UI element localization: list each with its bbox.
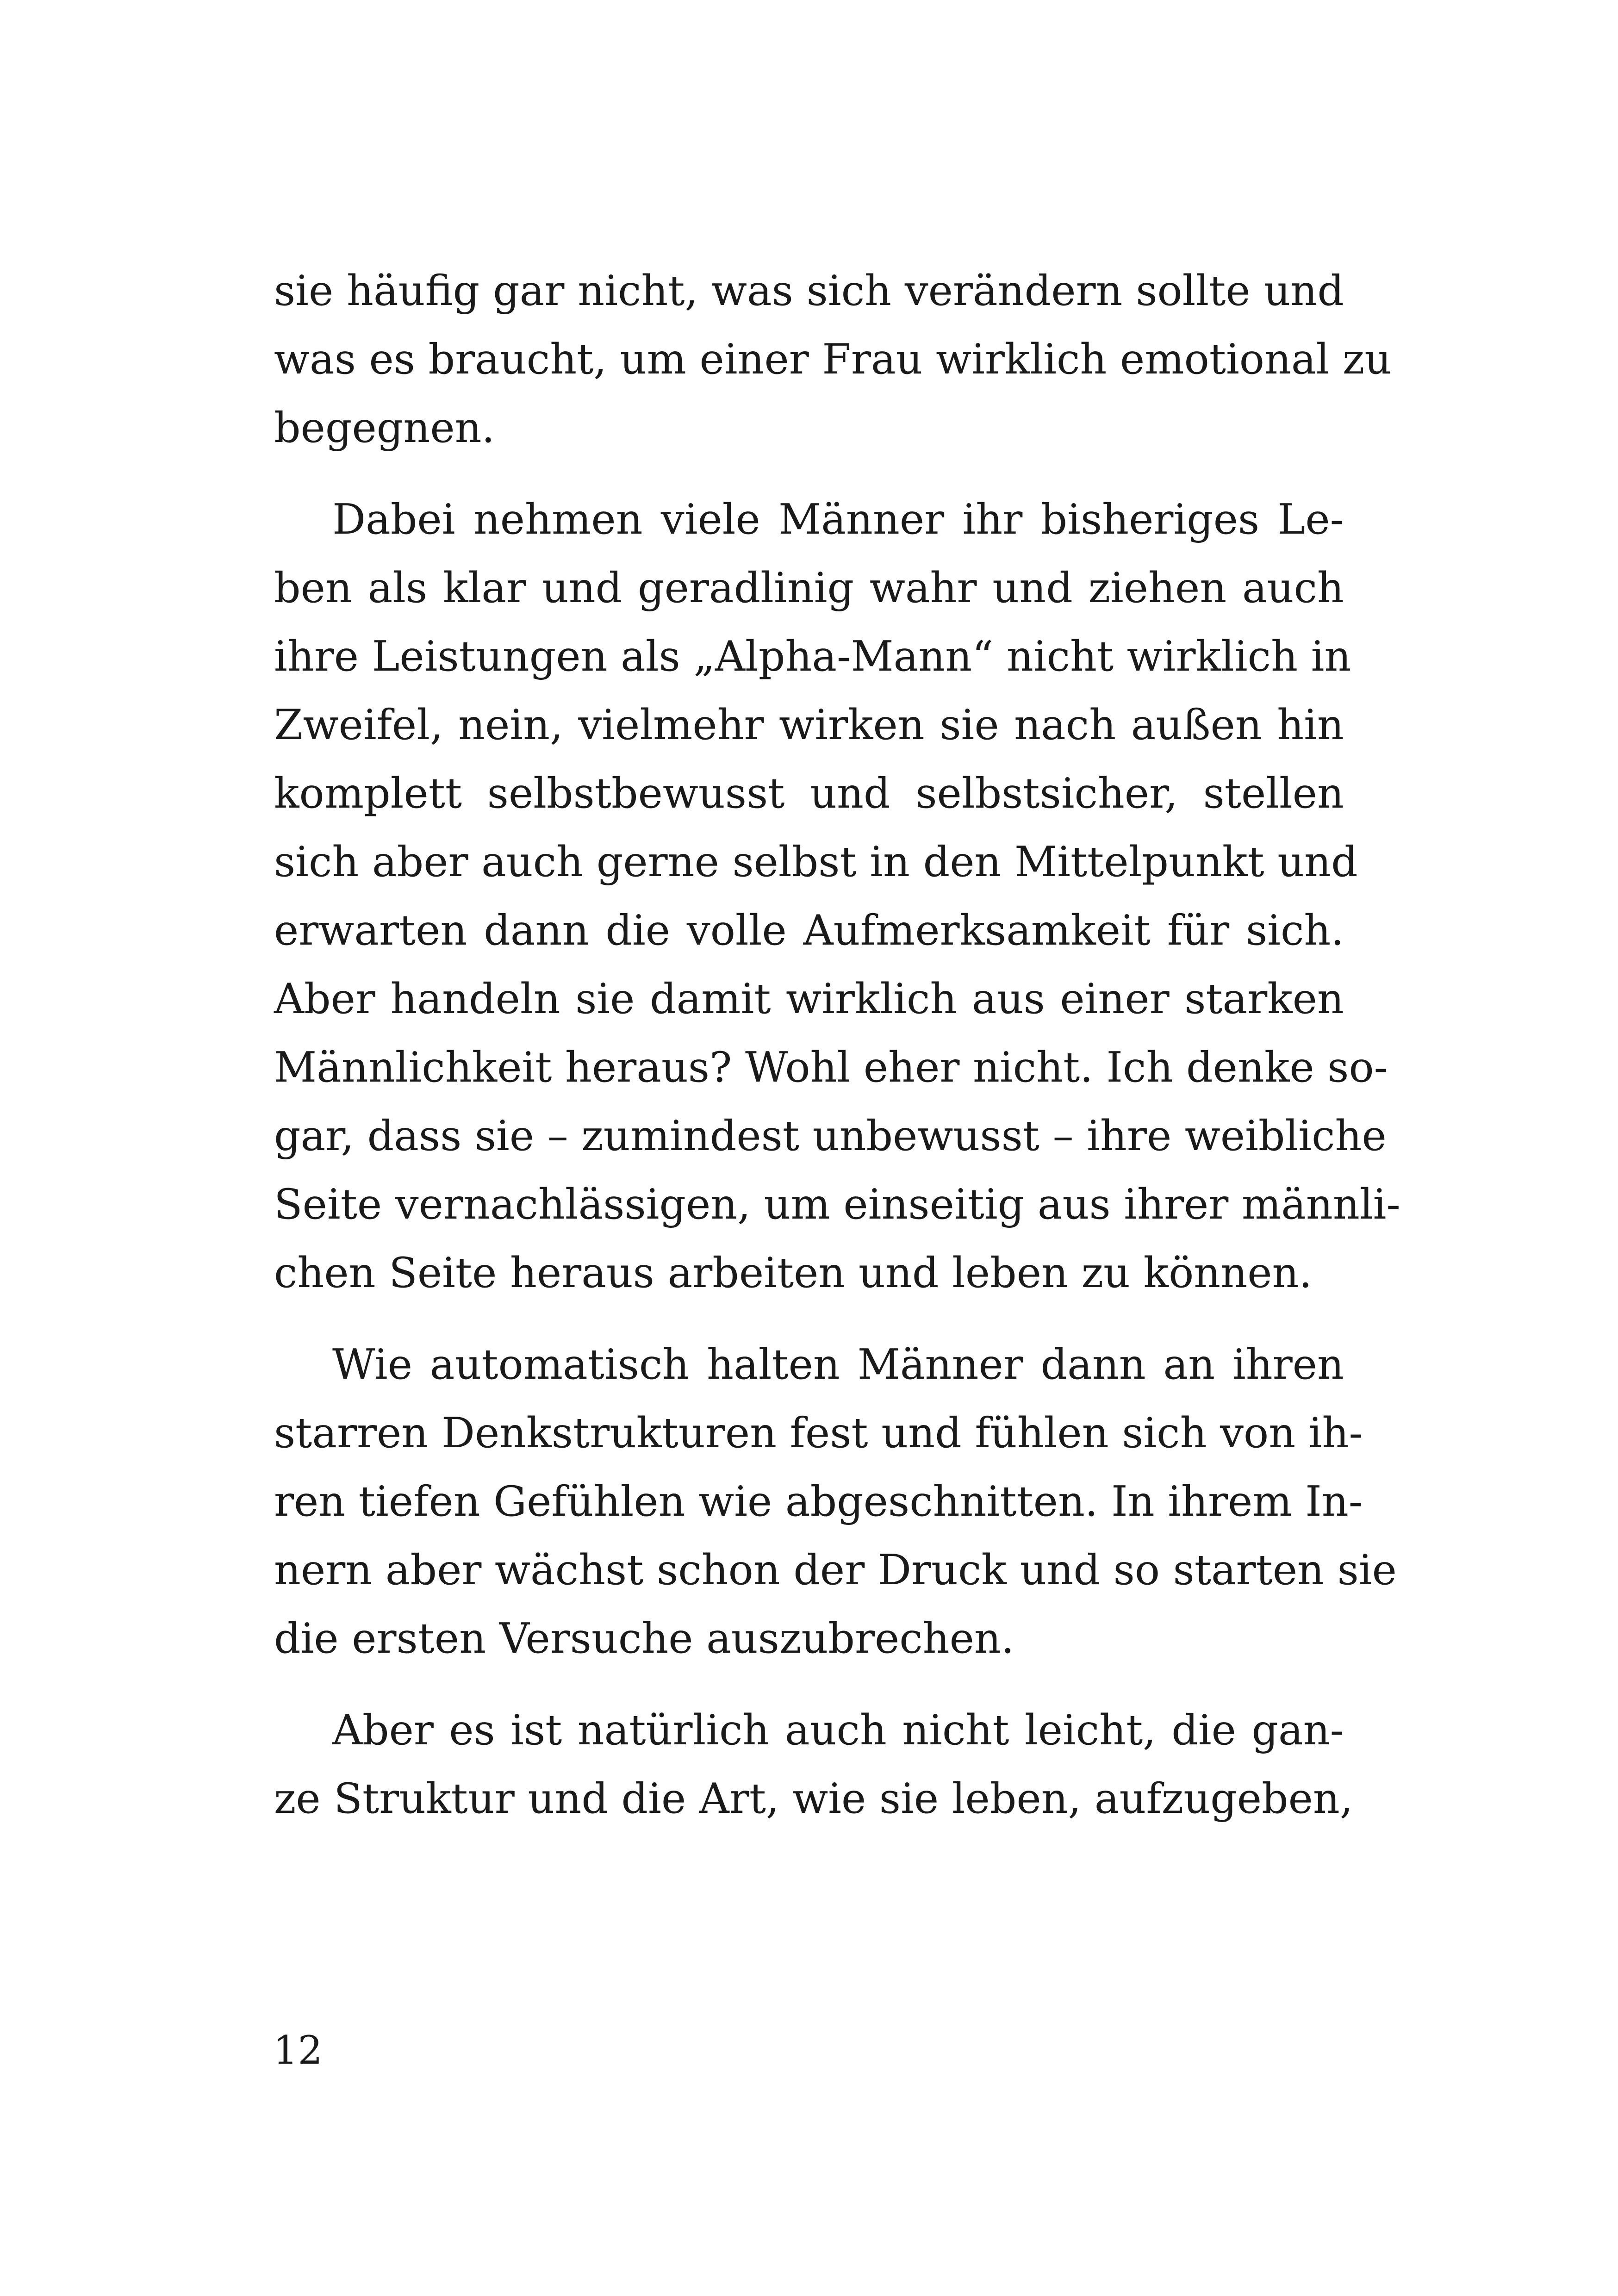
text-line: Zweifel, nein, vielmehr wirken sie nach außen hin (274, 701, 1344, 749)
text-line: sich aber auch gerne selbst in den Mittelpunkt und (274, 838, 1358, 886)
text-line: Wie automatisch halten Männer dann an ihren (332, 1340, 1344, 1389)
text-line: ren tiefen Gefühlen wie abgeschnitten. In ihrem In- (274, 1477, 1363, 1526)
text-line: Aber es ist natürlich auch nicht leicht, die gan- (332, 1706, 1344, 1755)
text-line: Seite vernachlässigen, um einseitig aus ihrer männli- (274, 1180, 1400, 1229)
text-line: starren Denkstrukturen fest und fühlen sich von ih- (274, 1409, 1363, 1457)
paragraph-1 (274, 257, 1392, 462)
paragraph-gap (274, 1673, 1344, 1696)
paragraph-4 (274, 1696, 1353, 1833)
text-line: begegnen. (274, 404, 495, 452)
page-number: 12 (273, 2028, 323, 2073)
paragraph-2 (274, 485, 1400, 1307)
page-body (274, 257, 1400, 1833)
text-line: was es braucht, um einer Frau wirklich emotional zu (274, 335, 1392, 384)
paragraph-3 (274, 1331, 1397, 1673)
text-line: chen Seite heraus arbeiten und leben zu können. (274, 1249, 1313, 1297)
paragraph-gap (274, 462, 1344, 485)
text-line: ihre Leistungen als „Alpha-Mann“ nicht wirklich in (274, 632, 1351, 681)
text-line: erwarten dann die volle Aufmerksamkeit für sich. (274, 906, 1344, 955)
text-line: Dabei nehmen viele Männer ihr bisheriges Le- (332, 495, 1344, 544)
text-line: ben als klar und geradlinig wahr und ziehen auch (274, 564, 1344, 612)
text-line: die ersten Versuche auszubrechen. (274, 1614, 1014, 1663)
text-line: gar, dass sie – zumindest unbewusst – ihre weibliche (274, 1112, 1387, 1160)
paragraph-gap (274, 1307, 1344, 1331)
text-line: sie häufig gar nicht, was sich verändern sollte und (274, 267, 1344, 315)
text-line: ze Struktur und die Art, wie sie leben, aufzugeben, (274, 1774, 1353, 1823)
text-line: Aber handeln sie damit wirklich aus einer starken (274, 975, 1344, 1023)
text-line: komplett selbstbewusst und selbstsicher, stellen (274, 769, 1344, 818)
text-line: Männlichkeit heraus? Wohl eher nicht. Ich denke so- (274, 1043, 1388, 1092)
text-line: nern aber wächst schon der Druck und so starten sie (274, 1546, 1397, 1594)
